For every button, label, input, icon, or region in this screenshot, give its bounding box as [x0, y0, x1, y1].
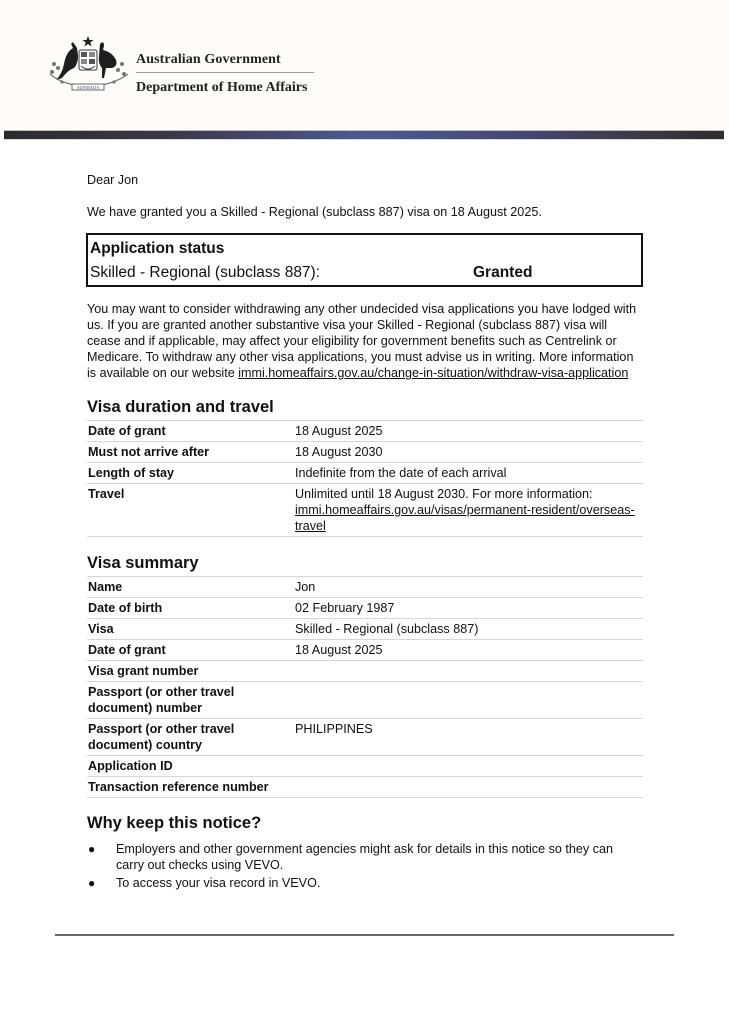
- visa-summary-title: Visa summary: [87, 554, 199, 572]
- letter-body: [87, 172, 643, 893]
- table-row: [87, 719, 643, 756]
- footer-divider: [55, 934, 674, 936]
- visa-summary-table: [87, 576, 643, 798]
- withdraw-visa-link[interactable]: immi.homeaffairs.gov.au/change-in-situation/withdraw-visa-application: [238, 366, 629, 380]
- bullet-icon: ●: [88, 876, 96, 890]
- table-row: [87, 421, 643, 442]
- row-value: Indefinite from the date of each arrival: [295, 466, 507, 480]
- withdraw-notice-text: You may want to consider withdrawing any other undecided visa applications you have lodged with us. If you are granted another substantive visa your Skilled - Regional (subclass 887) visa will cease and if applicable, may affect your eligibility for government benefits such as Centrelink or Medicare. To withdraw any other visa applications, you must advise us in writing. More information is available on our website: [87, 302, 637, 380]
- row-value: 18 August 2025: [295, 424, 383, 438]
- table-row: [87, 640, 643, 661]
- application-status-label: Skilled - Regional (subclass 887):: [90, 263, 321, 281]
- row-value: [294, 777, 643, 798]
- row-label: Length of stay: [88, 466, 175, 480]
- department-title: Department of Home Affairs: [136, 80, 308, 95]
- visa-duration-table: [87, 420, 643, 537]
- table-row: [87, 756, 643, 777]
- row-value: 18 August 2025: [295, 643, 383, 657]
- row-label: Passport (or other travel document) number: [88, 685, 235, 715]
- row-label: Application ID: [88, 759, 173, 773]
- row-value: [294, 756, 643, 777]
- row-label: Visa grant number: [88, 664, 199, 678]
- header-banner: [4, 130, 724, 140]
- overseas-travel-link[interactable]: immi.homeaffairs.gov.au/visas/permanent-resident/overseas-travel: [295, 503, 635, 533]
- row-label: Travel: [88, 487, 125, 501]
- application-status-box: [86, 233, 643, 287]
- status-badge: Granted: [473, 263, 533, 281]
- letterhead: [0, 0, 729, 131]
- list-item: [87, 875, 643, 891]
- bullet-icon: ●: [88, 842, 96, 856]
- table-row: [87, 661, 643, 682]
- row-label: Date of grant: [88, 643, 166, 657]
- coat-of-arms-icon: [44, 34, 132, 96]
- table-row: [87, 619, 643, 640]
- row-label: Passport (or other travel document) country: [88, 722, 235, 752]
- table-row: [87, 484, 643, 537]
- row-value: [294, 484, 643, 537]
- salutation: Dear Jon: [87, 173, 139, 187]
- letterhead-divider: [136, 72, 314, 73]
- list-item: [87, 841, 643, 873]
- row-value: 18 August 2030: [295, 445, 383, 459]
- why-keep-title: Why keep this notice?: [87, 814, 262, 832]
- withdraw-notice: [87, 301, 643, 381]
- row-label: Must not arrive after: [88, 445, 210, 459]
- government-title: Australian Government: [136, 52, 281, 67]
- row-value: Skilled - Regional (subclass 887): [295, 622, 479, 636]
- svg-text:AUSTRALIA: AUSTRALIA: [76, 85, 100, 90]
- list-item-text: To access your visa record in VEVO.: [116, 876, 321, 890]
- list-item-text: Employers and other government agencies might ask for details in this notice so they can carry out checks using VEVO.: [116, 842, 614, 872]
- travel-text: Unlimited until 18 August 2030. For more information:: [295, 487, 593, 501]
- row-value: 02 February 1987: [295, 601, 395, 615]
- row-value: [294, 682, 643, 719]
- row-label: Date of birth: [88, 601, 163, 615]
- table-row: [87, 682, 643, 719]
- row-label: Visa: [88, 622, 114, 636]
- table-row: [87, 442, 643, 463]
- row-label: Name: [88, 580, 123, 594]
- row-value: PHILIPPINES: [295, 722, 373, 736]
- grant-intro: We have granted you a Skilled - Regional (subclass 887) visa on 18 August 2025.: [87, 205, 542, 219]
- table-row: [87, 777, 643, 798]
- table-row: [87, 577, 643, 598]
- row-value: Jon: [295, 580, 316, 594]
- application-status-heading: Application status: [90, 239, 225, 257]
- why-keep-list: [87, 841, 643, 891]
- table-row: [87, 598, 643, 619]
- row-value: [294, 661, 643, 682]
- table-row: [87, 463, 643, 484]
- row-label: Transaction reference number: [88, 780, 269, 794]
- visa-duration-title: Visa duration and travel: [87, 398, 274, 416]
- row-label: Date of grant: [88, 424, 166, 438]
